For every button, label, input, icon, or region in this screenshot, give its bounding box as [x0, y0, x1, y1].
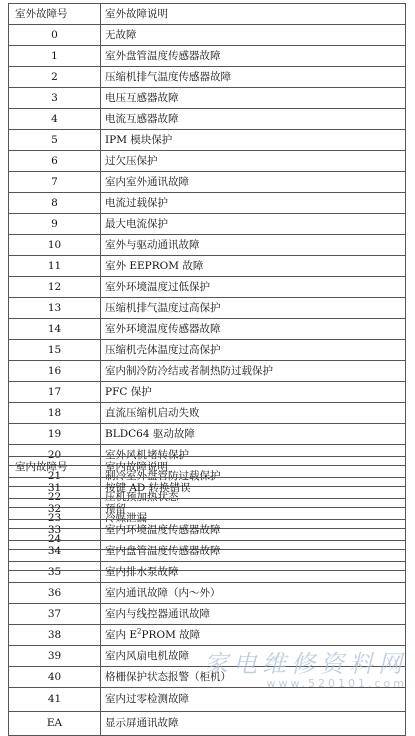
table-row — [9, 172, 406, 193]
watermark-url: www.520101.com — [266, 677, 407, 690]
fault-description: 室内环境温度传感器故障 — [101, 520, 406, 541]
table-row — [9, 688, 406, 712]
fault-description: 过欠压保护 — [101, 151, 406, 172]
fault-description: 压机预加热状态 — [101, 487, 406, 508]
fault-description: 压缩机排气温度过高保护 — [101, 298, 406, 319]
fault-code: 19 — [9, 424, 101, 445]
fault-code: 35 — [9, 562, 101, 583]
fault-code: 7 — [9, 172, 101, 193]
fault-code: 14 — [9, 319, 101, 340]
fault-code: 17 — [9, 382, 101, 403]
table-row — [9, 235, 406, 256]
fault-description: 室内风扇电机故障 — [101, 646, 406, 667]
fault-description: 室内通讯故障（内～外） — [101, 583, 406, 604]
fault-code: 12 — [9, 277, 101, 298]
fault-code: 15 — [9, 340, 101, 361]
table-row — [9, 256, 406, 277]
fault-description: 室内与线控器通讯故障 — [101, 604, 406, 625]
fault-description: 室内过零检测故障 — [101, 688, 406, 712]
fault-description: 室内制冷防冷结或者制热防过载保护 — [101, 361, 406, 382]
fault-code: 2 — [9, 67, 101, 88]
fault-code: 21 — [9, 466, 101, 487]
fault-description: 室内室外通讯故障 — [101, 172, 406, 193]
fault-code: 36 — [9, 583, 101, 604]
fault-description: 室外 EEPROM 故障 — [101, 256, 406, 277]
fault-code: 3 — [9, 88, 101, 109]
indoor-code-header: 室内故障号 — [9, 457, 101, 478]
fault-description: 显示屏通讯故障 — [101, 712, 406, 736]
fault-code: 41 — [9, 688, 101, 712]
fault-code: 13 — [9, 298, 101, 319]
fault-description: 制冷室外盘管防过载保护 — [101, 466, 406, 487]
fault-code: 23 — [9, 508, 101, 529]
table-row — [9, 193, 406, 214]
fault-description: 压缩机排气温度传感器故障 — [101, 67, 406, 88]
fault-description: 室内排水泵故障 — [101, 562, 406, 583]
fault-code: 31 — [9, 478, 101, 499]
table-row — [9, 562, 406, 583]
outdoor-header-row — [9, 4, 406, 25]
indoor-desc-header: 室内故障说明 — [101, 457, 406, 478]
table-row — [9, 130, 406, 151]
fault-description: 室外盘管温度传感器故障 — [101, 46, 406, 67]
fault-code: 22 — [9, 487, 101, 508]
fault-code: 39 — [9, 646, 101, 667]
fault-code: 9 — [9, 214, 101, 235]
fault-description: 最大电流保护 — [101, 214, 406, 235]
fault-code: 18 — [9, 403, 101, 424]
fault-description: 格栅保护状态报警（柜机） — [101, 667, 406, 688]
fault-description: 室内盘管温度传感器故障 — [101, 541, 406, 562]
table-row — [9, 361, 406, 382]
table-row — [9, 604, 406, 625]
indoor-header-row — [9, 457, 406, 478]
fault-description: 按键 AD 转换错误 — [101, 478, 406, 499]
table-row — [9, 520, 406, 541]
table-row — [9, 667, 406, 688]
watermark-text: 家电维修资料网 — [204, 650, 407, 678]
fault-description: PFC 保护 — [101, 382, 406, 403]
fault-code: 33 — [9, 520, 101, 541]
fault-code: 11 — [9, 256, 101, 277]
fault-code: 1 — [9, 46, 101, 67]
table-row — [9, 340, 406, 361]
fault-code: 38 — [9, 625, 101, 646]
table-row — [9, 88, 406, 109]
fault-description: 直流压缩机启动失败 — [101, 403, 406, 424]
table-row — [9, 712, 406, 736]
table-row — [9, 46, 406, 67]
table-row — [9, 424, 406, 445]
fault-description: 室内 $E^2PROM$ 故障 — [101, 625, 406, 646]
table-row — [9, 67, 406, 88]
table-row — [9, 151, 406, 172]
fault-code: 34 — [9, 541, 101, 562]
table-row — [9, 382, 406, 403]
indoor-fault-table — [8, 456, 406, 736]
fault-description: 无故障 — [101, 25, 406, 46]
outdoor-desc-header: 室外故障说明 — [101, 4, 406, 25]
fault-description: 冷媒泄漏 — [101, 508, 406, 529]
table-row — [9, 214, 406, 235]
fault-code: 24 — [9, 529, 101, 550]
fault-code: 8 — [9, 193, 101, 214]
table-row — [9, 109, 406, 130]
fault-description: 电流互感器故障 — [101, 109, 406, 130]
table-row — [9, 403, 406, 424]
table-row — [9, 541, 406, 562]
fault-code: 32 — [9, 499, 101, 520]
fault-code: 37 — [9, 604, 101, 625]
fault-description: 室外环境温度传感器故障 — [101, 319, 406, 340]
fault-code: 0 — [9, 25, 101, 46]
fault-code: 4 — [9, 109, 101, 130]
table-row — [9, 499, 406, 520]
table-row — [9, 625, 406, 646]
fault-description: 室外环境温度过低保护 — [101, 277, 406, 298]
fault-code: 5 — [9, 130, 101, 151]
fault-description: 压缩机壳体温度过高保护 — [101, 340, 406, 361]
table-row — [9, 478, 406, 499]
table-row — [9, 583, 406, 604]
table-row — [9, 298, 406, 319]
fault-code: EA — [9, 712, 101, 736]
fault-description: 预留 — [101, 499, 406, 520]
fault-code: 10 — [9, 235, 101, 256]
fault-code: 6 — [9, 151, 101, 172]
fault-description: IPM 模块保护 — [101, 130, 406, 151]
fault-code: 20 — [9, 445, 101, 466]
table-row — [9, 277, 406, 298]
table-row — [9, 25, 406, 46]
fault-description: 电流过载保护 — [101, 193, 406, 214]
table-row — [9, 319, 406, 340]
table-row — [9, 646, 406, 667]
fault-description: BLDC64 驱动故障 — [101, 424, 406, 445]
fault-code: 40 — [9, 667, 101, 688]
fault-description: 室外风机堵转保护 — [101, 445, 406, 466]
fault-description: 室外与驱动通讯故障 — [101, 235, 406, 256]
fault-description: 电压互感器故障 — [101, 88, 406, 109]
fault-code: 16 — [9, 361, 101, 382]
outdoor-code-header: 室外故障号 — [9, 4, 101, 25]
